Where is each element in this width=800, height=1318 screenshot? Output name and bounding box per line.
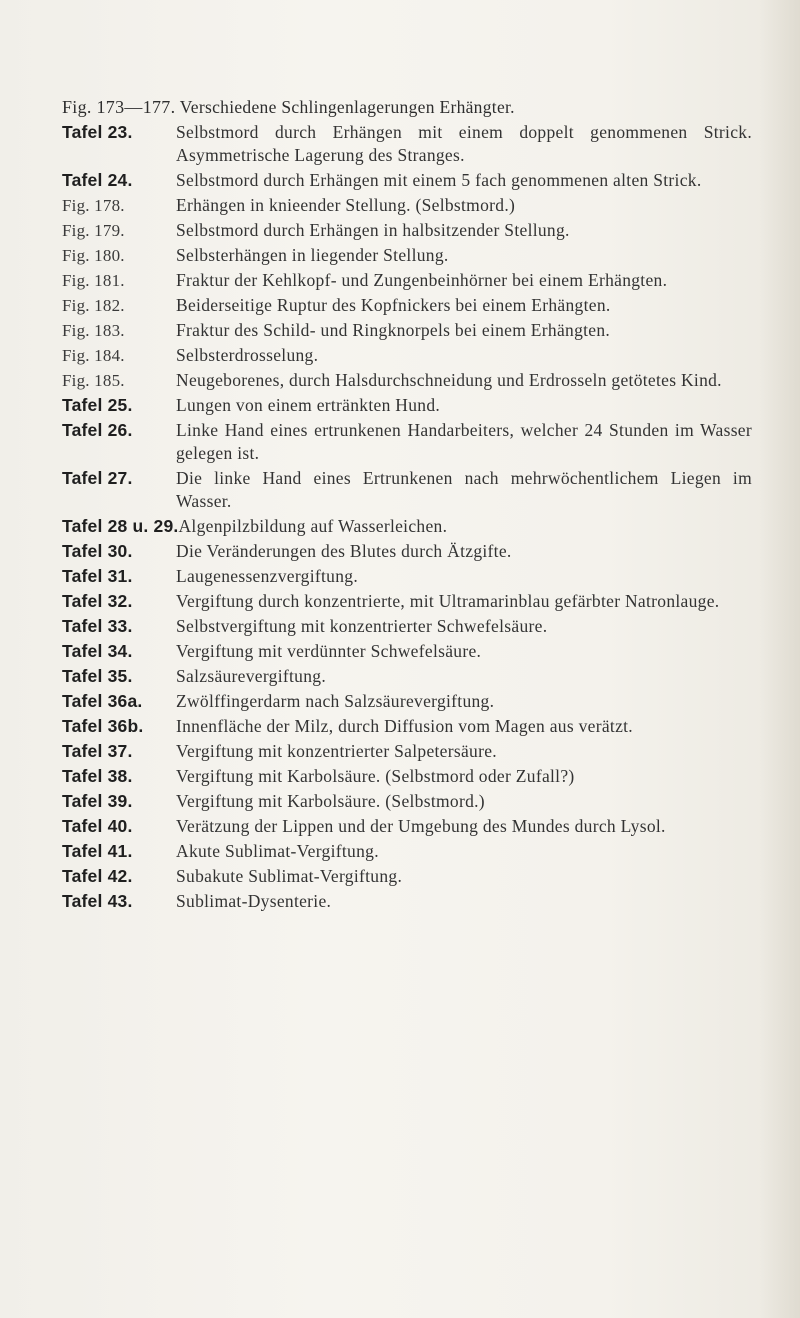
entry-description: Neugeborenes, durch Halsdurchschneidung und Erdrosseln getötetes Kind. <box>176 370 722 390</box>
plate-label: Tafel 34. <box>62 641 133 661</box>
plate-label: Tafel 43. <box>62 891 133 911</box>
plate-label: Tafel 27. <box>62 468 133 488</box>
plate-label: Tafel 35. <box>62 666 133 686</box>
plate-label: Tafel 40. <box>62 816 133 836</box>
figure-label: Fig. 179. <box>62 221 125 240</box>
index-entry <box>62 715 752 738</box>
entry-description: Erhängen in knieender Stellung. (Selbstmord.) <box>176 195 516 215</box>
plate-label: Tafel 39. <box>62 791 133 811</box>
figure-label: Fig. 183. <box>62 321 125 340</box>
plate-label: Tafel 32. <box>62 591 133 611</box>
entry-description: Zwölffingerdarm nach Salzsäurevergiftung. <box>176 691 495 711</box>
entry-description: Selbstmord durch Erhängen in halbsitzender Stellung. <box>176 220 570 240</box>
index-entry <box>62 169 752 192</box>
plate-label: Tafel 38. <box>62 766 133 786</box>
entry-description: Linke Hand eines ertrunkenen Handarbeiters, welcher 24 Stunden im Wasser gelegen ist. <box>176 420 752 463</box>
figure-label: Fig. 178. <box>62 196 125 215</box>
figure-label: Fig. 180. <box>62 246 125 265</box>
index-entry <box>62 194 752 217</box>
index-entry <box>62 394 752 417</box>
entry-description: Vergiftung durch konzentrierte, mit Ultramarinblau gefärbter Natronlauge. <box>176 591 720 611</box>
figure-index-list <box>62 96 752 915</box>
plate-label: Tafel 30. <box>62 541 133 561</box>
index-entry <box>62 865 752 888</box>
index-entry <box>62 840 752 863</box>
index-entry <box>62 294 752 317</box>
entry-description: Subakute Sublimat-Vergiftung. <box>176 866 403 886</box>
entry-description: Vergiftung mit konzentrierter Salpetersäure. <box>176 741 497 761</box>
plate-label: Tafel 37. <box>62 741 133 761</box>
index-entry <box>62 665 752 688</box>
page-edge-shadow <box>760 0 800 1318</box>
index-entry <box>62 269 752 292</box>
index-entry <box>62 219 752 242</box>
figure-label: Fig. 185. <box>62 371 125 390</box>
plate-label: Tafel 28 u. 29. <box>62 516 179 536</box>
index-entry <box>62 690 752 713</box>
index-entry <box>62 890 752 913</box>
index-entry <box>62 590 752 613</box>
index-entry <box>62 419 752 465</box>
entry-description: Selbstvergiftung mit konzentrierter Schwefelsäure. <box>176 616 548 636</box>
index-entry <box>62 740 752 763</box>
entry-description: Laugenessenzvergiftung. <box>176 566 359 586</box>
plate-label: Tafel 36b. <box>62 716 144 736</box>
index-entry <box>62 244 752 267</box>
entry-description: Algenpilzbildung auf Wasserleichen. <box>178 516 448 536</box>
index-entry <box>62 790 752 813</box>
entry-description: Salzsäurevergiftung. <box>176 666 327 686</box>
figure-label: Fig. 184. <box>62 346 125 365</box>
figure-label: Fig. 182. <box>62 296 125 315</box>
entry-description: Akute Sublimat-Vergiftung. <box>176 841 379 861</box>
index-heading <box>62 96 752 119</box>
plate-label: Tafel 33. <box>62 616 133 636</box>
plate-label: Tafel 36a. <box>62 691 143 711</box>
entry-description: Selbstmord durch Erhängen mit einem 5 fach genommenen alten Strick. <box>176 170 702 190</box>
heading-text: Verschiedene Schlingenlagerungen Erhängter. <box>179 97 515 117</box>
index-entry <box>62 640 752 663</box>
index-entry <box>62 369 752 392</box>
index-entry <box>62 515 752 538</box>
plate-label: Tafel 42. <box>62 866 133 886</box>
figure-label: Fig. 181. <box>62 271 125 290</box>
index-entry <box>62 467 752 513</box>
entry-description: Die linke Hand eines Ertrunkenen nach mehrwöchentlichem Liegen im Wasser. <box>176 468 752 511</box>
plate-label: Tafel 25. <box>62 395 133 415</box>
entry-description: Selbsterdrosselung. <box>176 345 319 365</box>
entry-description: Verätzung der Lippen und der Umgebung des Mundes durch Lysol. <box>176 816 666 836</box>
index-entry <box>62 815 752 838</box>
entry-description: Die Veränderungen des Blutes durch Ätzgifte. <box>176 541 512 561</box>
entry-description: Selbstmord durch Erhängen mit einem doppelt genommenen Strick. Asymmetrische Lagerung des Stranges. <box>176 122 752 165</box>
index-entry <box>62 540 752 563</box>
entry-description: Vergiftung mit verdünnter Schwefelsäure. <box>176 641 482 661</box>
heading-label: Fig. 173—177. <box>62 97 176 117</box>
index-entry <box>62 319 752 342</box>
index-entry <box>62 765 752 788</box>
index-entry <box>62 615 752 638</box>
plate-label: Tafel 24. <box>62 170 133 190</box>
entry-description: Fraktur des Schild- und Ringknorpels bei einem Erhängten. <box>176 320 611 340</box>
index-entry <box>62 344 752 367</box>
index-entry <box>62 121 752 167</box>
entry-description: Selbsterhängen in liegender Stellung. <box>176 245 449 265</box>
plate-label: Tafel 23. <box>62 122 133 142</box>
index-entry <box>62 565 752 588</box>
entry-description: Vergiftung mit Karbolsäure. (Selbstmord.) <box>176 791 485 811</box>
entry-list <box>62 121 752 913</box>
entry-description: Sublimat-Dysenterie. <box>176 891 332 911</box>
entry-description: Lungen von einem ertränkten Hund. <box>176 395 441 415</box>
plate-label: Tafel 41. <box>62 841 133 861</box>
plate-label: Tafel 26. <box>62 420 133 440</box>
entry-description: Innenfläche der Milz, durch Diffusion vom Magen aus verätzt. <box>176 716 633 736</box>
plate-label: Tafel 31. <box>62 566 133 586</box>
entry-description: Beiderseitige Ruptur des Kopfnickers bei einem Erhängten. <box>176 295 611 315</box>
entry-description: Vergiftung mit Karbolsäure. (Selbstmord oder Zufall?) <box>176 766 575 786</box>
entry-description: Fraktur der Kehlkopf- und Zungenbeinhörner bei einem Erhängten. <box>176 270 668 290</box>
